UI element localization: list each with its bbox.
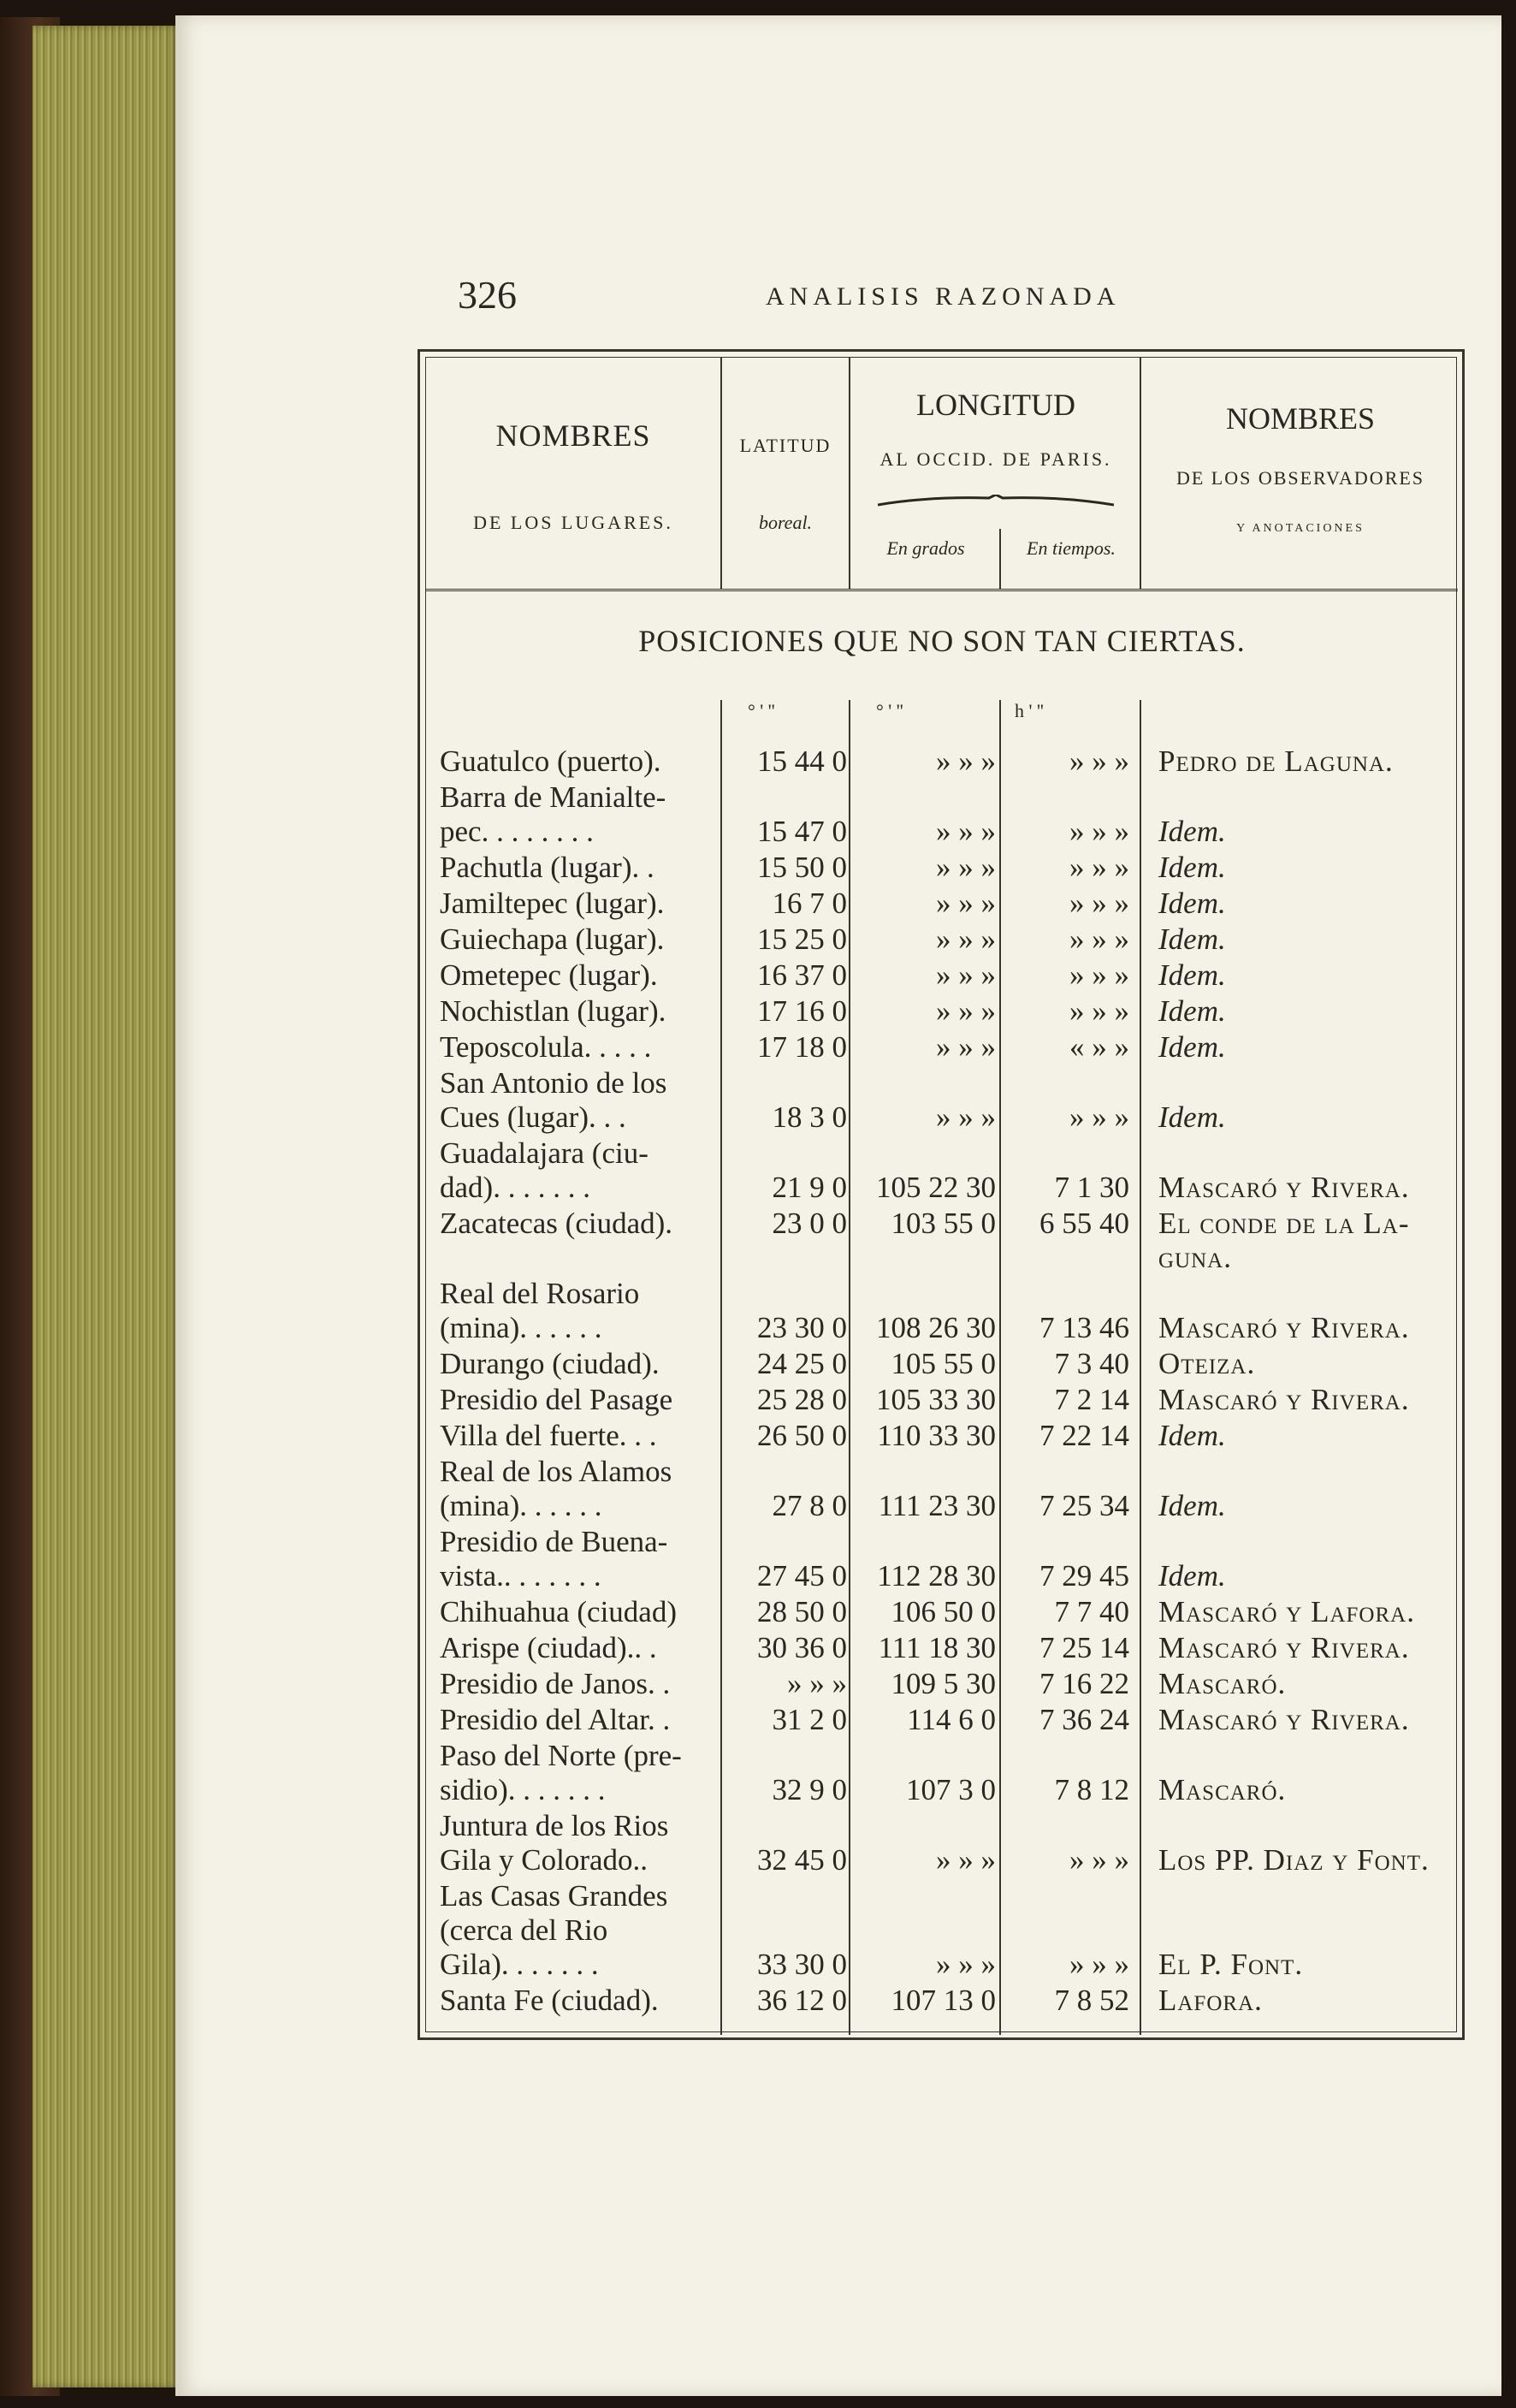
longitude-degrees-cell: 103 55 0 xyxy=(891,1207,996,1240)
table-header xyxy=(426,358,1458,591)
longitude-time-cell: 7 1 30 xyxy=(1054,1171,1129,1204)
observer-cell: Idem. xyxy=(1158,1489,1226,1522)
place-name: Barra de Manialte- xyxy=(440,780,666,814)
observer-cell: Mascaró y Rivera. xyxy=(1158,1631,1410,1664)
longitude-time-cell: » » » xyxy=(1069,1843,1129,1877)
longitude-time-cell: 7 16 22 xyxy=(1039,1667,1129,1700)
place-name: Zacatecas (ciudad). xyxy=(440,1207,673,1240)
header-latitud-title: LATITUD xyxy=(739,435,832,456)
observer-cell: Idem. xyxy=(1158,958,1226,992)
longitude-degrees-cell: 108 26 30 xyxy=(876,1311,996,1344)
longitude-degrees-cell: » » » xyxy=(936,744,996,778)
header-longitud-grados: En grados xyxy=(886,537,965,559)
header-observadores-subtitle: DE LOS OBSERVADORES xyxy=(1175,467,1425,489)
observer-cell: Idem. xyxy=(1158,994,1226,1028)
table-row xyxy=(426,744,1458,779)
observer-cell: El conde de la La- xyxy=(1158,1207,1410,1240)
latitude-cell: 28 50 0 xyxy=(757,1595,847,1628)
observer-cell: Pedro de Laguna. xyxy=(1158,744,1394,778)
longitude-degrees-cell: » » » xyxy=(936,922,996,956)
longitude-time-cell: » » » xyxy=(1069,922,1129,956)
longitude-degrees-cell: 106 50 0 xyxy=(891,1595,996,1628)
latitude-cell: 23 0 0 xyxy=(772,1207,847,1240)
header-observadores-title: NOMBRES xyxy=(1225,401,1376,436)
longitude-degrees-cell: 107 13 0 xyxy=(891,1984,996,2017)
latitude-cell: » » » xyxy=(787,1667,847,1700)
longitude-time-cell: 7 22 14 xyxy=(1039,1419,1129,1452)
place-name: Guatulco (puerto). xyxy=(440,744,661,778)
observer-cell: Idem. xyxy=(1158,1559,1226,1592)
latitude-cell: 36 12 0 xyxy=(757,1984,847,2017)
header-nombres-subtitle: DE LOS LUGARES. xyxy=(473,512,673,533)
place-name: Las Casas Grandes xyxy=(440,1879,668,1913)
latitude-cell: 21 9 0 xyxy=(772,1171,847,1204)
latitude-cell: 33 30 0 xyxy=(757,1948,847,1981)
observer-cell: Mascaró y Rivera. xyxy=(1158,1171,1410,1204)
latitude-cell: 23 30 0 xyxy=(757,1311,847,1344)
place-name: (mina). . . . . . xyxy=(440,1311,602,1344)
table-row xyxy=(426,1066,1458,1135)
longitude-degrees-cell: » » » xyxy=(936,887,996,920)
brace-icon xyxy=(878,495,1114,507)
observer-cell: Mascaró y Lafora. xyxy=(1158,1595,1415,1628)
longitude-time-cell: 6 55 40 xyxy=(1039,1207,1129,1240)
longitude-time-cell: 7 25 34 xyxy=(1039,1489,1129,1522)
latitude-cell: 17 18 0 xyxy=(757,1030,847,1064)
table-row xyxy=(426,1136,1458,1205)
longitude-time-cell: 7 8 12 xyxy=(1054,1773,1129,1806)
latitude-cell: 16 37 0 xyxy=(757,958,847,992)
observer-cell: Idem. xyxy=(1158,922,1226,956)
place-name: Pachutla (lugar). . xyxy=(440,851,654,884)
place-name: Guiechapa (lugar). xyxy=(440,922,665,956)
longitude-degrees-cell: » » » xyxy=(936,851,996,884)
longitude-degrees-cell: 111 18 30 xyxy=(878,1631,996,1664)
latitude-cell: 18 3 0 xyxy=(772,1100,847,1134)
place-name: vista.. . . . . . . xyxy=(440,1559,601,1592)
observer-cell: Idem. xyxy=(1158,851,1226,884)
latitude-cell: 24 25 0 xyxy=(757,1347,847,1380)
longitude-time-cell: » » » xyxy=(1069,887,1129,920)
observer-cell: Mascaró y Rivera. xyxy=(1158,1703,1410,1736)
longitude-time-cell: 7 25 14 xyxy=(1039,1631,1129,1664)
column-divider xyxy=(999,529,1001,589)
place-name: Teposcolula. . . . . xyxy=(440,1030,652,1064)
units-long: ° ' '' xyxy=(876,700,903,721)
observer-cell: Los PP. Diaz y Font. xyxy=(1158,1843,1430,1877)
latitude-cell: 15 25 0 xyxy=(757,922,847,956)
table-frame xyxy=(417,349,1465,2040)
place-name: Gila y Colorado.. xyxy=(440,1843,648,1877)
longitude-time-cell: » » » xyxy=(1069,744,1129,778)
place-name: Santa Fe (ciudad). xyxy=(440,1984,659,2017)
table-row xyxy=(426,1631,1458,1665)
place-name: Real del Rosario xyxy=(440,1277,640,1310)
table-row xyxy=(426,1207,1458,1275)
table-row xyxy=(426,994,1458,1029)
latitude-cell: 32 45 0 xyxy=(757,1843,847,1877)
longitude-time-cell: » » » xyxy=(1069,815,1129,848)
longitude-degrees-cell: » » » xyxy=(936,815,996,848)
observer-cell: Mascaró y Rivera. xyxy=(1158,1311,1410,1344)
column-divider xyxy=(720,358,722,589)
table-row xyxy=(426,1383,1458,1417)
longitude-time-cell: » » » xyxy=(1069,1100,1129,1134)
longitude-degrees-cell: 105 55 0 xyxy=(891,1347,996,1380)
column-divider xyxy=(849,358,850,589)
longitude-degrees-cell: » » » xyxy=(936,958,996,992)
longitude-degrees-cell: » » » xyxy=(936,1100,996,1134)
header-longitud-tiempos: En tiempos. xyxy=(1027,537,1116,559)
place-name: Jamiltepec (lugar). xyxy=(440,887,665,920)
longitude-degrees-cell: » » » xyxy=(936,994,996,1028)
longitude-degrees-cell: 110 33 30 xyxy=(877,1419,996,1452)
longitude-time-cell: » » » xyxy=(1069,994,1129,1028)
longitude-time-cell: 7 29 45 xyxy=(1039,1559,1129,1592)
latitude-cell: 30 36 0 xyxy=(757,1631,847,1664)
longitude-time-cell: » » » xyxy=(1069,1948,1129,1981)
longitude-time-cell: » » » xyxy=(1069,851,1129,884)
place-name: dad). . . . . . . xyxy=(440,1171,590,1204)
latitude-cell: 27 45 0 xyxy=(757,1559,847,1592)
header-longitud-title: LONGITUD xyxy=(916,388,1075,422)
observer-cell: Idem. xyxy=(1158,815,1226,848)
table-row xyxy=(426,1703,1458,1737)
latitude-cell: 15 50 0 xyxy=(757,851,847,884)
running-title: ANALISIS RAZONADA xyxy=(766,282,1121,311)
place-name: Presidio de Buena- xyxy=(440,1525,668,1558)
place-name: Paso del Norte (pre- xyxy=(440,1739,682,1772)
longitude-time-cell: 7 7 40 xyxy=(1054,1595,1129,1628)
place-name: Guadalajara (ciu- xyxy=(440,1136,648,1170)
longitude-degrees-cell: » » » xyxy=(936,1030,996,1064)
table-row xyxy=(426,1879,1458,1982)
place-name: (cerca del Rio xyxy=(440,1913,608,1947)
observer-cell: Idem. xyxy=(1158,1030,1226,1064)
table-row xyxy=(426,780,1458,849)
latitude-cell: 15 44 0 xyxy=(757,744,847,778)
latitude-cell: 15 47 0 xyxy=(757,815,847,848)
table-row xyxy=(426,922,1458,957)
place-name: Chihuahua (ciudad) xyxy=(440,1595,677,1628)
table-row xyxy=(426,1455,1458,1523)
latitude-cell: 32 9 0 xyxy=(772,1773,847,1806)
longitude-degrees-cell: » » » xyxy=(936,1948,996,1981)
observer-cell: Mascaró. xyxy=(1158,1667,1287,1700)
observer-cell: Idem. xyxy=(1158,1419,1226,1452)
table-row xyxy=(426,851,1458,885)
longitude-degrees-cell: 105 22 30 xyxy=(876,1171,996,1204)
table-row xyxy=(426,1595,1458,1629)
page-number: 326 xyxy=(458,273,517,317)
place-name: pec. . . . . . . . xyxy=(440,815,594,848)
place-name: Presidio del Pasage xyxy=(440,1383,673,1416)
longitude-time-cell: « » » xyxy=(1069,1030,1129,1064)
longitude-time-cell: » » » xyxy=(1069,958,1129,992)
table-row xyxy=(426,1667,1458,1701)
longitude-degrees-cell: » » » xyxy=(936,1843,996,1877)
running-header xyxy=(458,272,1484,323)
longitude-degrees-cell: 105 33 30 xyxy=(876,1383,996,1416)
place-name: Presidio del Altar. . xyxy=(440,1703,671,1736)
place-name: Real de los Alamos xyxy=(440,1455,672,1488)
table-row xyxy=(426,1277,1458,1345)
longitude-time-cell: 7 3 40 xyxy=(1054,1347,1129,1380)
column-divider xyxy=(1140,358,1141,589)
observer-cell: Lafora. xyxy=(1158,1984,1263,2017)
longitude-degrees-cell: 109 5 30 xyxy=(891,1667,996,1700)
longitude-degrees-cell: 112 28 30 xyxy=(877,1559,996,1592)
longitude-degrees-cell: 114 6 0 xyxy=(907,1703,996,1736)
place-name: Arispe (ciudad).. . xyxy=(440,1631,657,1664)
observer-cell: Oteiza. xyxy=(1158,1347,1256,1380)
table-row xyxy=(426,1347,1458,1381)
observer-cell: Idem. xyxy=(1158,887,1226,920)
units-time: h ' '' xyxy=(1015,700,1044,721)
place-name: San Antonio de los xyxy=(440,1066,667,1100)
table-row xyxy=(426,1525,1458,1593)
header-longitud-subtitle: AL OCCID. DE PARIS. xyxy=(879,448,1112,470)
longitude-degrees-cell: 107 3 0 xyxy=(906,1773,996,1806)
table-row xyxy=(426,1809,1458,1877)
header-nombres-title: NOMBRES xyxy=(495,418,651,453)
place-name: Presidio de Janos. . xyxy=(440,1667,671,1700)
longitude-time-cell: 7 36 24 xyxy=(1039,1703,1129,1736)
place-name: Juntura de los Rios xyxy=(440,1809,669,1842)
table-row xyxy=(426,1419,1458,1453)
place-name: Durango (ciudad). xyxy=(440,1347,660,1380)
latitude-cell: 26 50 0 xyxy=(757,1419,847,1452)
table xyxy=(425,357,1457,2032)
place-name: Ometepec (lugar). xyxy=(440,958,658,992)
header-latitud-subtitle: boreal. xyxy=(758,512,813,533)
observer-cell: Idem. xyxy=(1158,1100,1226,1134)
observer-cell: guna. xyxy=(1158,1241,1232,1274)
table-row xyxy=(426,887,1458,921)
gilt-page-edges xyxy=(33,26,180,2387)
latitude-cell: 17 16 0 xyxy=(757,994,847,1028)
table-row xyxy=(426,1984,1458,2018)
latitude-cell: 31 2 0 xyxy=(772,1703,847,1736)
longitude-time-cell: 7 8 52 xyxy=(1054,1984,1129,2017)
latitude-cell: 27 8 0 xyxy=(772,1489,847,1522)
table-row xyxy=(426,958,1458,993)
observer-cell: Mascaró. xyxy=(1158,1773,1287,1806)
place-name: sidio). . . . . . . xyxy=(440,1773,606,1806)
place-name: Gila). . . . . . . xyxy=(440,1948,599,1981)
latitude-cell: 25 28 0 xyxy=(757,1383,847,1416)
table-row xyxy=(426,1030,1458,1065)
longitude-degrees-cell: 111 23 30 xyxy=(878,1489,996,1522)
header-observadores-note: Y ANOTACIONES xyxy=(1236,522,1365,535)
section-title: POSICIONES QUE NO SON TAN CIERTAS. xyxy=(638,624,1246,658)
units-lat: ° ' '' xyxy=(748,700,775,721)
place-name: (mina). . . . . . xyxy=(440,1489,602,1522)
place-name: Nochistlan (lugar). xyxy=(440,994,666,1028)
observer-cell: Mascaró y Rivera. xyxy=(1158,1383,1410,1416)
observer-cell: El P. Font. xyxy=(1158,1948,1304,1981)
longitude-time-cell: 7 2 14 xyxy=(1054,1383,1129,1416)
place-name: Cues (lugar). . . xyxy=(440,1100,626,1134)
latitude-cell: 16 7 0 xyxy=(772,887,847,920)
place-name: Villa del fuerte. . . xyxy=(440,1419,657,1452)
longitude-time-cell: 7 13 46 xyxy=(1039,1311,1129,1344)
table-row xyxy=(426,1739,1458,1807)
